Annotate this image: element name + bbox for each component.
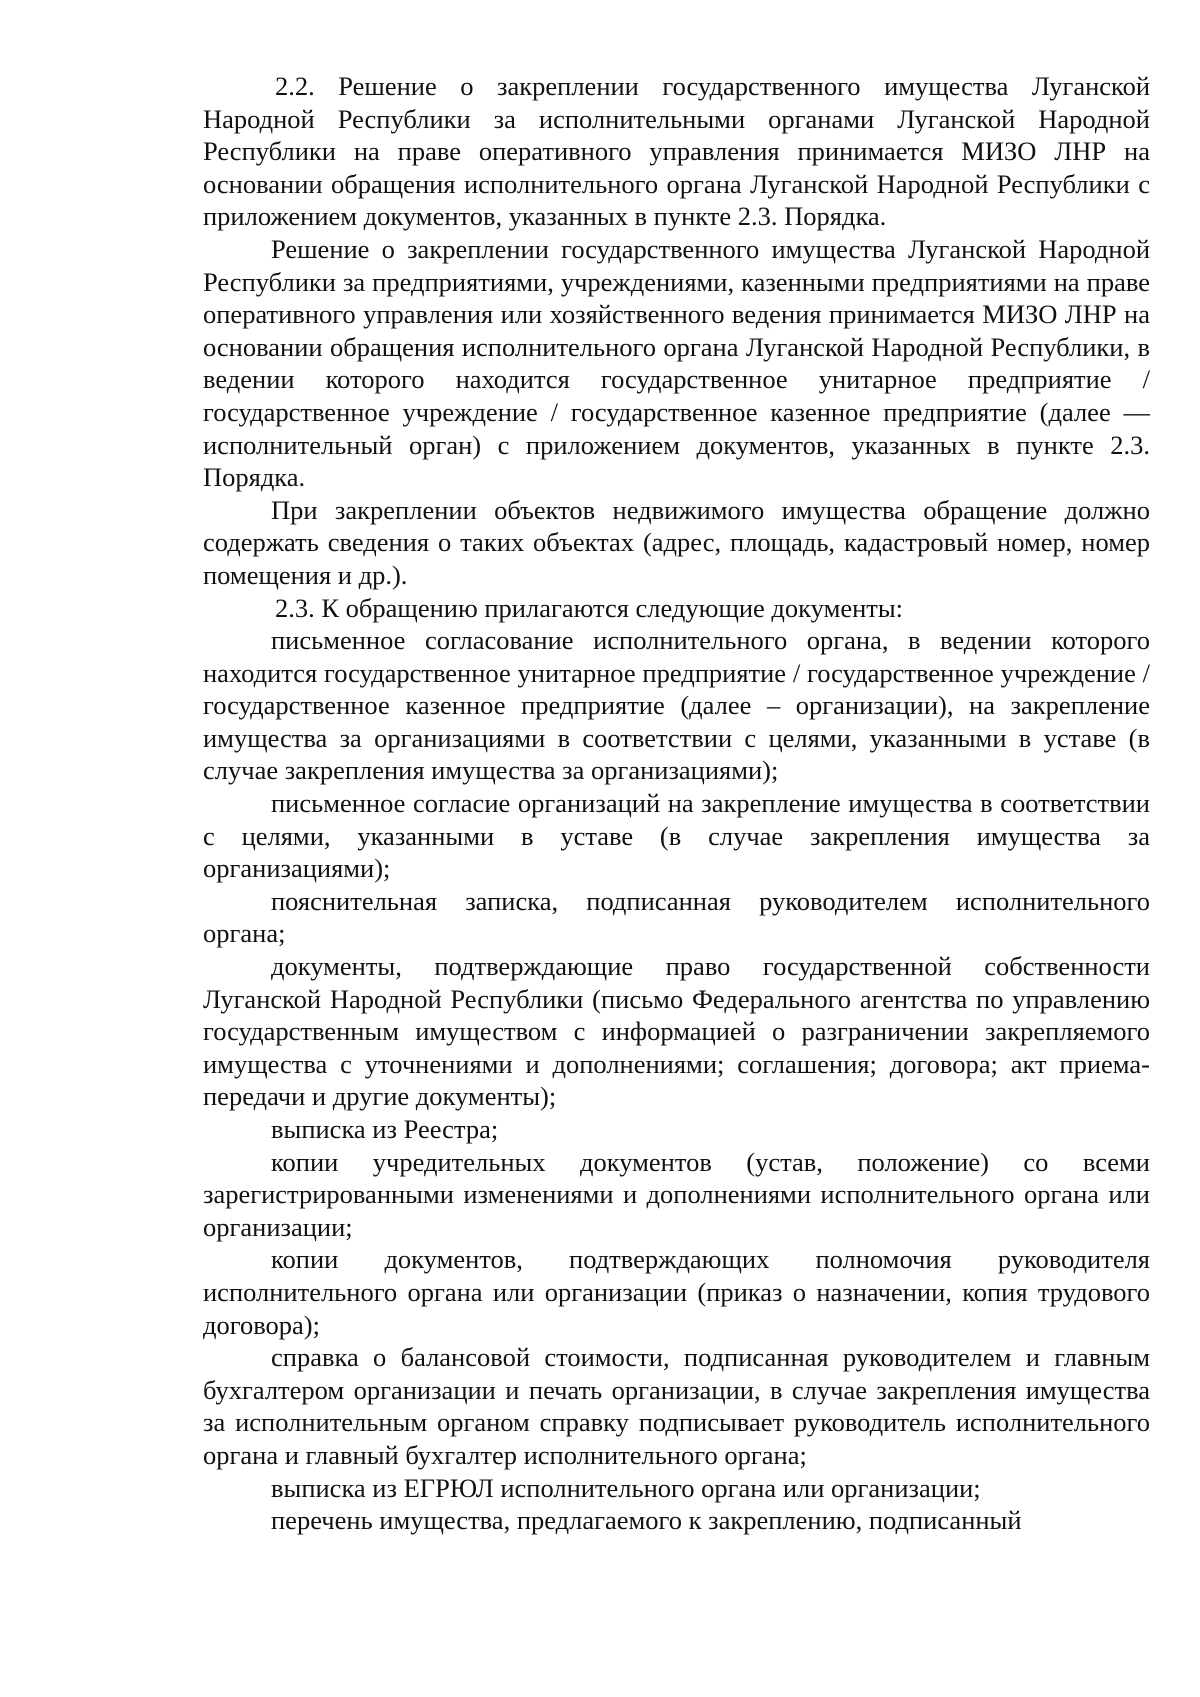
list-item-written-consent: письменное согласие организаций на закрепление имущества в соответствии с целями, указанными в уставе (в случае закрепления имущества за организациями); — [203, 788, 1150, 884]
list-item-ownership-documents: документы, подтверждающие право государственной собственности Луганской Народной Республики (письмо Федерального агентства по управлению государственным имуществом с информацией о разграничении закрепляемого имущества с уточнениями и дополнениями; соглашения; договора; акт приема-передачи и другие документы); — [203, 951, 1150, 1112]
document-body — [203, 70, 1150, 1537]
paragraph-decision-enterprises: Решение о закреплении государственного имущества Луганской Народной Республики за предприятиями, учреждениями, казенными предприятиями на праве оперативного управления или хозяйственного ведения принимается МИЗО ЛНР на основании обращения исполнительного органа Луганской Народной Республики, в ведении которого находится государственное унитарное предприятие / государственное учреждение / государственное казенное предприятие (далее — исполнительный орган) с приложением документов, указанных в пункте 2.3. Порядка. — [203, 233, 1150, 493]
paragraph-2-3: 2.3. К обращению прилагаются следующие документы: — [275, 592, 904, 623]
list-item-balance-certificate: справка о балансовой стоимости, подписанная руководителем и главным бухгалтером организации и печать организации, в случае закрепления имущества за исполнительным органом справку подписывает руководитель исполнительного органа и главный бухгалтер исполнительного органа; — [203, 1342, 1150, 1470]
list-item-egrul-extract: выписка из ЕГРЮЛ исполнительного органа или организации; — [271, 1472, 981, 1503]
list-item-authority-documents: копии документов, подтверждающих полномочия руководителя исполнительного органа или организации (приказ о назначении, копия трудового договора); — [203, 1244, 1150, 1340]
paragraph-real-estate: При закреплении объектов недвижимого имущества обращение должно содержать сведения о таких объектах (адрес, площадь, кадастровый номер, номер помещения и др.). — [203, 494, 1150, 590]
list-item-written-approval: письменное согласование исполнительного органа, в ведении которого находится государственное унитарное предприятие / государственное учреждение / государственное казенное предприятие (далее – организации), на закрепление имущества за организациями в соответствии с целями, указанными в уставе (в случае закрепления имущества за организациями); — [203, 625, 1150, 786]
list-item-registry-extract: выписка из Реестра; — [271, 1114, 499, 1144]
list-item-founding-documents: копии учредительных документов (устав, положение) со всеми зарегистрированными изменениями и дополнениями исполнительного органа или организации; — [203, 1146, 1150, 1242]
paragraph-2-2: 2.2. Решение о закреплении государственного имущества Луганской Народной Республики за исполнительными органами Луганской Народной Республики на праве оперативного управления принимается МИЗО ЛНР на основании обращения исполнительного органа Луганской Народной Республики с приложением документов, указанных в пункте 2.3. Порядка. — [203, 71, 1150, 232]
list-item-property-list: перечень имущества, предлагаемого к закреплению, подписанный — [271, 1505, 1022, 1536]
list-item-explanatory-note: пояснительная записка, подписанная руководителем исполнительного органа; — [203, 885, 1150, 949]
